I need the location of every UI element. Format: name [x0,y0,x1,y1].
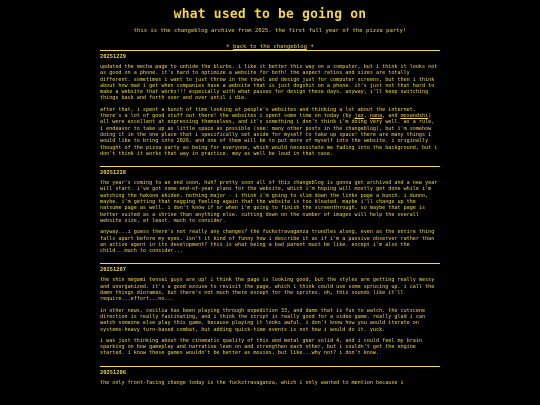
entry-20251207 [100,264,440,365]
entry-date: 20251228 [100,170,126,177]
entry-paragraph: i was just thinking about the cinematic quality of this and metal gear solid 4, and i could feel my brain sparking on how gameplay and narrative lean on and strengthen each other, but i couldn't get the engine started. i know these games wouldn't be better as movies, but like...why not? i don't know. [100,337,423,357]
sun-icon: ☀ [225,43,230,50]
entry-paragraph: in other news, cecilia has been playing through expedition 33, and damn that is fun to watch. the cutscene direction is really fascinating, and i think the script is really good for a video game. really glad i can watch someone else play this game, because playing it looks awful. i don't know how you would iterate on systems-heavy turn-based combat, but adding quick-time events is not how i would do it. yuck. [100,307,426,333]
link-moxandshi[interactable]: moxandshi [400,113,429,120]
changeblog-entries [100,50,440,395]
entry-paragraph: the shin megami tensei guys are up! i think the page is looking good, but the styles are getting really messy and unorganized. it's a good excuse to revisit the page, which i think could use some sprucing up. i call the damn things dioramas, but there's not much there except for the sprites. oh, this sounds like it'll require...effort...no... [100,277,435,303]
page-subtitle: this is the changeblog archive from 2025. the first full year of the pizza party! [133,28,407,34]
entry-paragraph: updated the mecha page to unhide the blurbs. i like it better this way on a computer, but i think it looks not as good on a phone. it's hard to optimize a website for both! the aspect ratios and sizes are totally different. sometimes i want to just throw in the towel and design just for computer screens, but then i think about how mad i get when companies have a website that is just dogshit on a phone. it's just not that hard to make a website that works!!! especially with what passes for design these days. anyway, i'll keep switching things back and forth over and over until i die. [100,64,438,102]
entry-paragraph: the only front-facing change today is the fuckstravaganza, which i only wanted to mention because i [100,379,404,386]
entry-date: 20251206 [100,369,126,376]
link-nana[interactable]: nana [369,113,383,120]
link-jax[interactable]: jax [354,113,364,120]
page-title: what used to be going on [173,7,367,22]
back-line [0,43,540,50]
entry-paragraph: after that, i spent a bunch of time looking at people's websites and thinking a lot about the internet. there's a lot of good stuff out there! the websites i spent some time on today (by jax, nana, and moxandshi) all were excellent at expressing themselves, and it's something i don't think i'm doing very well. as a rule, i endeavor to take up as little space as possible (see: many other posts in the changeblog), but i'm somehow doing it in the one place that i specifically set aside for myself to take up space! there are many things i would like to bring into 2026, and one of them will be to put more of myself into the website. i originally thought of the pizza party as being for everyone, which would necessitate me fading into the background, but i don't think it works that way in practice. may as well be loud in that case. [100,106,438,157]
entry-date: 20251207 [100,267,126,274]
entry-paragraph: the year's coming to an end soon, huh? pretty soon all of this changeblog is gonna get archived and a new year will start. i've got some end-of-year plans for the website, which i'm hoping will mostly get done while i'm watching the hakone ekiden. nothing major - i think i'm going to slim down the links page a bunch. i dunno, maybe. i'm getting that nagging feeling again that the website is too bloated. maybe i'll change up the natsume page as well. i don't know if or when i'm going to finish the screenthrough, so maybe that page is better suited as a shrine than anything else. cutting down on the number of images will help the overall website size, at least. much to consider. [100,180,438,224]
sun-icon: ☀ [310,43,315,50]
back-to-changeblog-link[interactable]: back to the changeblog [232,44,308,50]
entry-20251206 [100,367,440,395]
entry-20251228 [100,167,440,263]
entry-date: 20251229 [100,54,126,60]
entry-20251229 [100,51,440,166]
entry-paragraph: anyway...i guess there's not really any changes? the fuckstravaganza trundles along, even as the entire thing falls apart before my eyes. isn't it kind of funny how i describe it as if i'm a passive observer rather than an active agent in its development? this is what being a bad parent must be like. except i'm also the child...much to consider... [100,229,435,255]
